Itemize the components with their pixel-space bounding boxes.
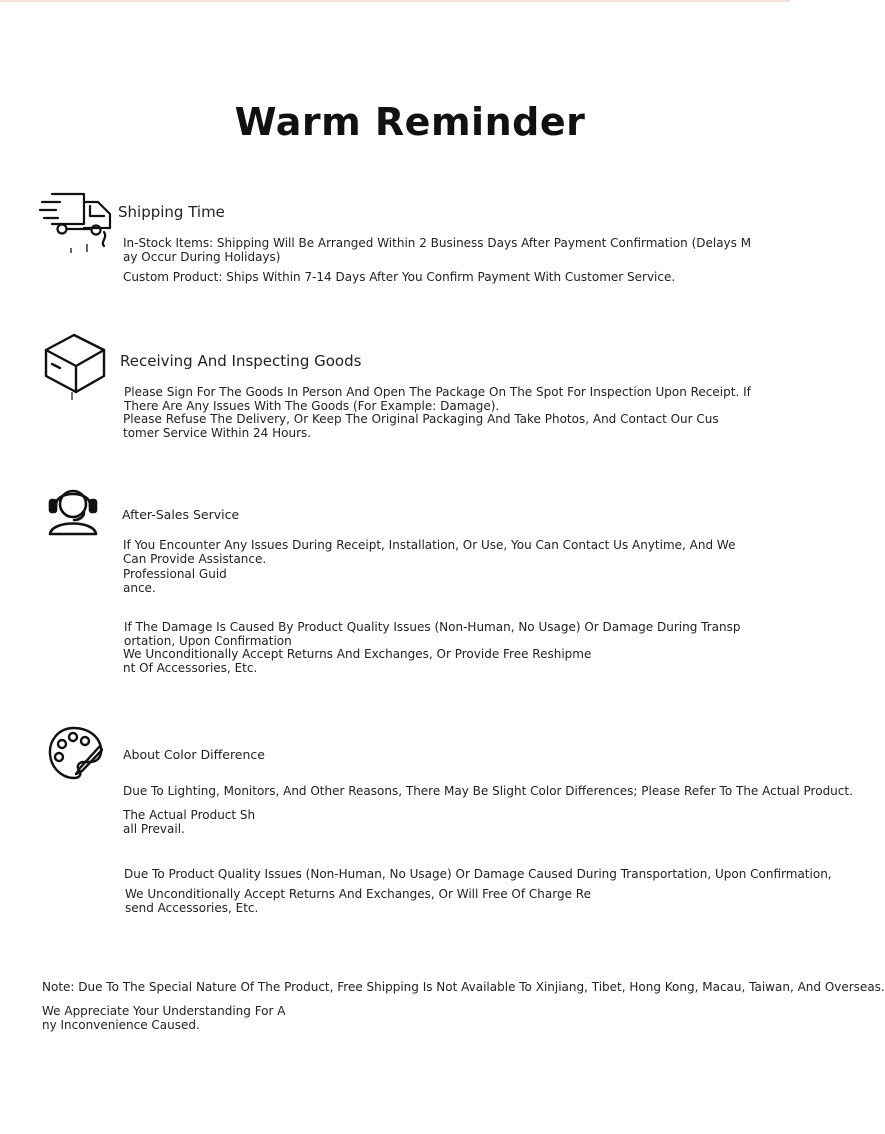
- receiving-refuse-delivery-text: Please Refuse The Delivery, Or Keep The Original Packaging And Take Photos, And Contact Our Cus tomer Service Within 24 Hours.: [123, 412, 719, 440]
- package-box-icon: [42, 332, 108, 402]
- page-title: Warm Reminder: [234, 100, 586, 144]
- receiving-sign-inspect-text: Please Sign For The Goods In Person And Open The Package On The Spot For Inspection Upon Receipt. If There Are Any Issues With The Goods (For Example: Damage).: [124, 385, 751, 413]
- customer-service-headset-icon: [44, 484, 104, 542]
- color-returns-text: We Unconditionally Accept Returns And Exchanges, Or Will Free Of Charge Re send Accessories, Etc.: [125, 887, 591, 915]
- color-palette-icon: [46, 724, 106, 784]
- section-heading-receiving-goods: Receiving And Inspecting Goods: [120, 352, 362, 370]
- shipping-in-stock-text: In-Stock Items: Shipping Will Be Arranged Within 2 Business Days After Payment Confirmation (Delays M ay Occur During Holidays): [123, 236, 752, 264]
- section-heading-after-sales: After-Sales Service: [122, 507, 240, 522]
- after-sales-guidance-text: Professional Guid ance.: [123, 567, 227, 595]
- color-actual-product-text: The Actual Product Sh all Prevail.: [123, 808, 256, 836]
- delivery-truck-icon: [38, 188, 116, 258]
- appreciation-text: We Appreciate Your Understanding For A ny Inconvenience Caused.: [42, 1004, 286, 1032]
- shipping-exclusion-note: Note: Due To The Special Nature Of The Product, Free Shipping Is Not Available To Xinjiang, Tibet, Hong Kong, Macau, Taiwan, And Overseas.: [42, 980, 885, 994]
- top-accent-line: [0, 0, 790, 2]
- color-difference-reason-text: Due To Lighting, Monitors, And Other Reasons, There May Be Slight Color Differences; Please Refer To The Actual Product.: [123, 784, 853, 798]
- after-sales-damage-text: If The Damage Is Caused By Product Quality Issues (Non-Human, No Usage) Or Damage During Transp ortation, Upon Confirmation: [124, 620, 741, 648]
- shipping-custom-product-text: Custom Product: Ships Within 7-14 Days After You Confirm Payment With Customer Service.: [123, 270, 676, 284]
- color-quality-issue-text: Due To Product Quality Issues (Non-Human, No Usage) Or Damage Caused During Transportation, Upon Confirmation,: [124, 867, 832, 881]
- section-heading-shipping-time: Shipping Time: [118, 203, 225, 221]
- section-heading-color-difference: About Color Difference: [123, 747, 265, 762]
- after-sales-returns-text: We Unconditionally Accept Returns And Exchanges, Or Provide Free Reshipme nt Of Accessories, Etc.: [123, 647, 592, 675]
- after-sales-contact-text: If You Encounter Any Issues During Receipt, Installation, Or Use, You Can Contact Us Anytime, And We Can Provide Assistance.: [123, 538, 736, 566]
